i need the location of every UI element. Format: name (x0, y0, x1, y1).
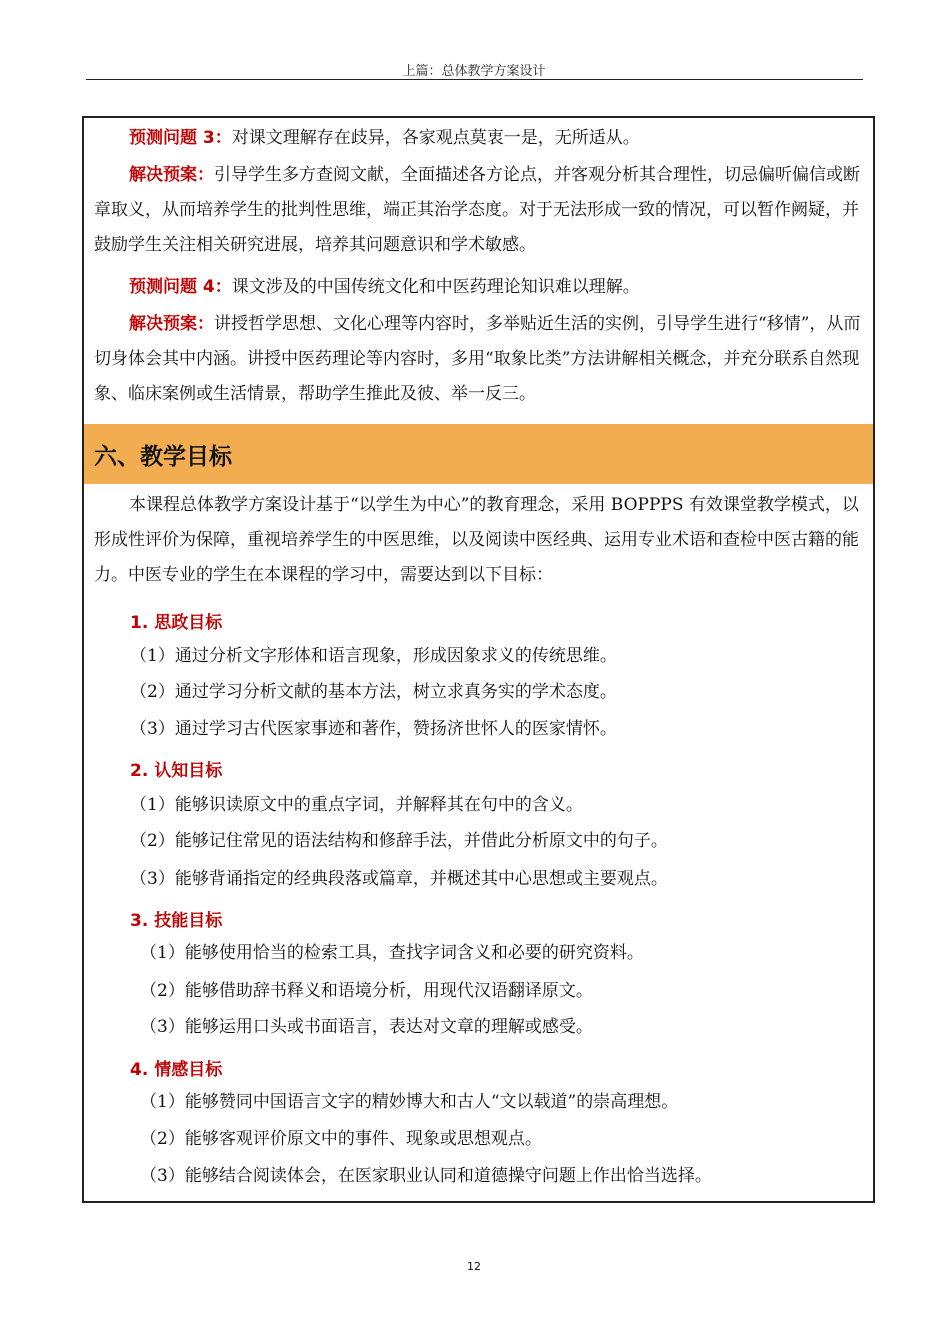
page-header-title: 上篇：总体教学方案设计 (402, 64, 546, 79)
solution-4-text: 讲授哲学思想、文化心理等内容时，多举贴近生活的实例，引导学生进行“移情”，从而切身体会其中内涵。讲授中医药理论等内容时，多用“取象比类”方法讲解相关概念，并充分联系自然现象、临床案例或生活情景，帮助学生推此及彼、举一反三。 (94, 314, 861, 404)
paragraph-solution-4 (94, 307, 864, 412)
solution-4-label: 解决预案： (129, 314, 214, 334)
goal-2-item-1: （1）能够识读原文中的重点字词，并解释其在句中的含义。 (130, 795, 583, 815)
prediction-4-text: 课文涉及的中国传统文化和中医药理论知识难以理解。 (231, 277, 640, 297)
goal-2-item-2: （2）能够记住常见的语法结构和修辞手法，并借此分析原文中的句子。 (130, 831, 668, 851)
goal-3-item-1: （1）能够使用恰当的检索工具，查找字词含义和必要的研究资料。 (140, 943, 644, 963)
goal-4-item-3: （3）能够结合阅读体会，在医家职业认同和道德操守问题上作出恰当选择。 (140, 1166, 712, 1186)
goal-3-item-2: （2）能够借助辞书释义和语境分析，用现代汉语翻译原文。 (140, 981, 593, 1001)
goal-heading-2: 2. 认知目标 (130, 761, 223, 781)
paragraph-solution-3 (94, 158, 864, 263)
goal-4-item-2: （2）能够客观评价原文中的事件、现象或思想观点。 (140, 1129, 542, 1149)
goal-heading-4: 4. 情感目标 (130, 1060, 223, 1080)
goal-1-item-1: （1）通过分析文字形体和语言现象，形成因象求义的传统思维。 (130, 646, 617, 666)
paragraph-prediction-4 (94, 270, 864, 305)
goal-2-item-3: （3）能够背诵指定的经典段落或篇章，并概述其中心思想或主要观点。 (130, 869, 668, 889)
goal-heading-3: 3. 技能目标 (130, 911, 223, 931)
content-box (82, 116, 875, 1203)
goal-1-item-2: （2）通过学习分析文献的基本方法，树立求真务实的学术态度。 (130, 682, 617, 702)
goal-4-item-1: （1）能够赞同中国语言文字的精妙博大和古人“文以载道”的崇高理想。 (140, 1092, 679, 1112)
section-bar (84, 424, 873, 484)
prediction-3-text: 对课文理解存在歧异，各家观点莫衷一是，无所适从。 (231, 128, 640, 148)
prediction-3-label: 预测问题 3： (129, 128, 232, 148)
solution-3-text: 引导学生多方查阅文献，全面描述各方论点，并客观分析其合理性，切忌偏听偏信或断章取义，从而培养学生的批判性思维，端正其治学态度。对于无法形成一致的情况，可以暂作阙疑，并鼓励学生关注相关研究进展，培养其问题意识和学术敏感。 (94, 165, 860, 255)
header-rule (86, 79, 863, 80)
prediction-4-label: 预测问题 4： (129, 277, 232, 297)
goal-1-item-3: （3）通过学习古代医家事迹和著作，赞扬济世怀人的医家情怀。 (130, 719, 617, 739)
goal-heading-1: 1. 思政目标 (130, 613, 223, 633)
solution-3-label: 解决预案： (129, 165, 214, 185)
goal-3-item-3: （3）能够运用口头或书面语言，表达对文章的理解或感受。 (140, 1017, 593, 1037)
paragraph-prediction-3 (94, 121, 864, 156)
page-number: 12 (467, 1260, 481, 1273)
section-title: 六、教学目标 (94, 444, 232, 470)
intro-paragraph: 本课程总体教学方案设计基于“以学生为中心”的教育理念，采用 BOPPPS 有效课堂教学模式，以形成性评价为保障，重视培养学生的中医思维，以及阅读中医经典、运用专业术语和查检中医古籍的能力。中医专业的学生在本课程的学习中，需要达到以下目标： (94, 495, 859, 585)
